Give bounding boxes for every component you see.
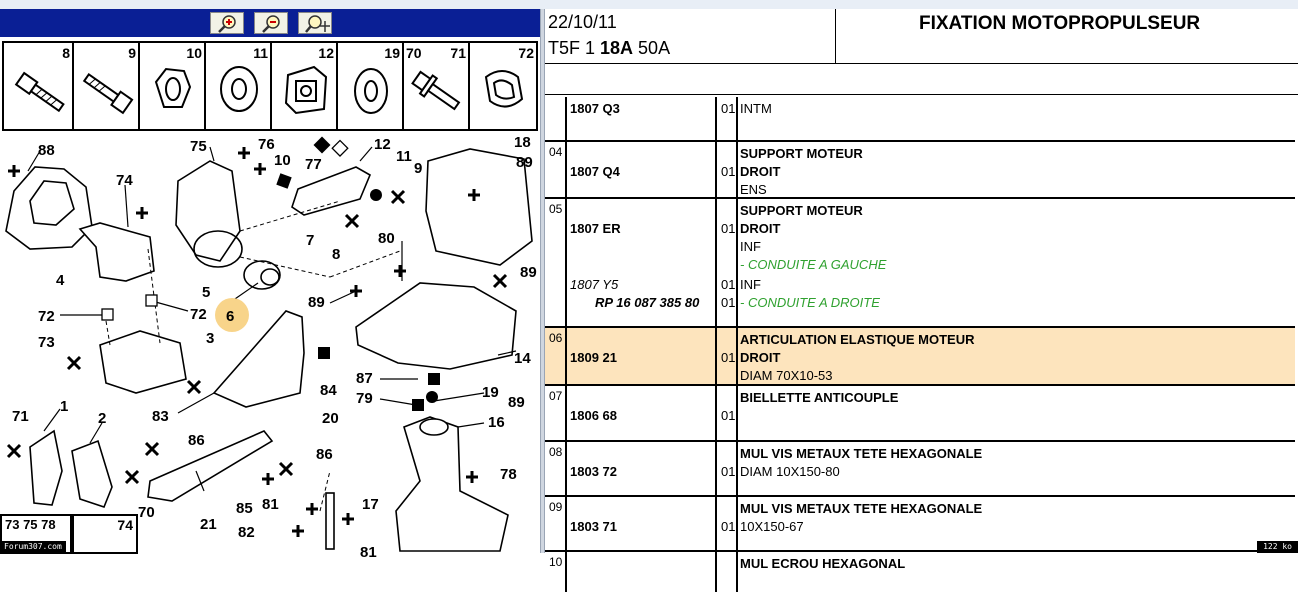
- part-reference[interactable]: 1803 71: [570, 519, 617, 534]
- table-row[interactable]: [545, 552, 1295, 592]
- part-number: 11: [253, 45, 268, 61]
- part-cell[interactable]: [206, 43, 272, 129]
- part-number: 74: [117, 517, 133, 533]
- svg-text:3: 3: [206, 330, 215, 347]
- svg-text:82: 82: [238, 524, 255, 541]
- svg-text:6: 6: [226, 308, 235, 325]
- part-number: 9: [128, 45, 136, 61]
- table-row[interactable]: [545, 442, 1295, 497]
- page-title: FIXATION MOTOPROPULSEUR: [919, 13, 1201, 34]
- alt-part-reference[interactable]: 1807 Y5: [570, 277, 619, 292]
- description-note: - CONDUITE A DROITE: [740, 295, 880, 310]
- svg-text:84: 84: [320, 382, 337, 399]
- svg-text:14: 14: [514, 350, 531, 367]
- part-reference[interactable]: 1807 ER: [570, 221, 621, 236]
- description-note: - CONDUITE A GAUCHE: [740, 257, 887, 272]
- part-reference[interactable]: 1806 68: [570, 408, 617, 423]
- svg-text:8: 8: [332, 246, 341, 263]
- part-cell[interactable]: [338, 43, 404, 129]
- row-number: 05: [545, 199, 567, 326]
- header-code: T5F 1 18A 50A: [548, 38, 671, 58]
- svg-text:71: 71: [12, 408, 29, 425]
- svg-text:72: 72: [38, 308, 55, 325]
- part-number: 73 75 78: [5, 517, 56, 532]
- svg-text:20: 20: [322, 410, 339, 427]
- svg-text:86: 86: [188, 432, 205, 449]
- support-75[interactable]: [176, 161, 240, 261]
- svg-text:89: 89: [516, 154, 533, 171]
- part-cell[interactable]: [272, 43, 338, 129]
- part-number: 10: [186, 45, 202, 61]
- long-bolt-17[interactable]: [326, 493, 334, 549]
- description-line: MUL VIS METAUX TETE HEXAGONALE: [740, 501, 983, 516]
- svg-text:81: 81: [262, 496, 279, 513]
- svg-text:77: 77: [305, 156, 322, 173]
- row-number: 09: [545, 497, 567, 550]
- bolt-icon: [6, 47, 72, 127]
- svg-text:72: 72: [190, 306, 207, 323]
- svg-text:12: 12: [374, 136, 391, 153]
- svg-text:1: 1: [60, 398, 69, 415]
- bushing-icon: [472, 47, 534, 127]
- part-cell[interactable]: [74, 43, 140, 129]
- part-number: 12: [318, 45, 334, 61]
- svg-text:74: 74: [116, 172, 133, 189]
- replacement-reference[interactable]: RP 16 087 385 80: [595, 295, 700, 310]
- quantity: 01: [721, 350, 736, 365]
- svg-text:86: 86: [316, 446, 333, 463]
- quantity: 01: [721, 519, 736, 534]
- header-divider: [835, 9, 836, 63]
- description-line: DROIT: [740, 221, 781, 236]
- part-reference[interactable]: 1807 Q3: [570, 101, 620, 116]
- diagram-panel: [0, 9, 540, 561]
- svg-text:4: 4: [56, 272, 65, 289]
- zoom-in-button[interactable]: [210, 12, 244, 34]
- support-80[interactable]: [356, 283, 516, 369]
- table-row[interactable]: [545, 142, 1295, 199]
- part-number: 70: [406, 45, 422, 61]
- part-number: 72: [518, 45, 534, 61]
- svg-text:83: 83: [152, 408, 169, 425]
- link-7[interactable]: [292, 167, 370, 215]
- part-cell[interactable]: [404, 43, 470, 129]
- svg-text:89: 89: [508, 394, 525, 411]
- quantity: 01: [721, 221, 736, 236]
- part-reference[interactable]: 1809 21: [570, 350, 617, 365]
- svg-text:11: 11: [396, 148, 412, 165]
- description-line: INTM: [740, 101, 772, 116]
- svg-text:19: 19: [482, 384, 499, 401]
- table-row-selected[interactable]: [545, 328, 1295, 386]
- zoom-out-button[interactable]: [254, 12, 288, 34]
- table-row[interactable]: [545, 386, 1295, 442]
- description-line: DROIT: [740, 164, 781, 179]
- quantity: 01: [721, 164, 736, 179]
- washer-icon: [340, 47, 402, 127]
- quantity: 01: [721, 295, 736, 310]
- description-line: INF: [740, 277, 761, 292]
- description-line: MUL VIS METAUX TETE HEXAGONALE: [740, 446, 983, 461]
- nut-icon: [142, 47, 204, 127]
- svg-text:80: 80: [378, 230, 395, 247]
- description-line: SUPPORT MOTEUR: [740, 146, 863, 161]
- mount-16[interactable]: [396, 417, 508, 551]
- table-row[interactable]: [545, 199, 1295, 328]
- bar-21[interactable]: [148, 431, 272, 501]
- svg-text:73: 73: [38, 334, 55, 351]
- part-reference[interactable]: 1803 72: [570, 464, 617, 479]
- row-number: 07: [545, 386, 567, 440]
- description-line: ENS: [740, 182, 767, 197]
- part-number: 71: [450, 45, 466, 61]
- file-size-indicator: 122 ko: [1257, 541, 1298, 553]
- bracket-2[interactable]: [72, 441, 112, 507]
- zoom-in-icon: [218, 15, 238, 33]
- part-cell[interactable]: [470, 43, 536, 129]
- row-number: 08: [545, 442, 567, 495]
- part-reference[interactable]: 1807 Q4: [570, 164, 620, 179]
- part-cell[interactable]: [4, 43, 74, 129]
- svg-text:88: 88: [38, 142, 55, 159]
- header-sub-row: [545, 64, 1298, 95]
- svg-text:89: 89: [520, 264, 537, 281]
- description-line: INF: [740, 239, 761, 254]
- bracket-1[interactable]: [30, 431, 62, 505]
- svg-text:16: 16: [488, 414, 505, 431]
- part-number: 19: [384, 45, 400, 61]
- part-cell[interactable]: [140, 43, 206, 129]
- svg-text:79: 79: [356, 390, 373, 407]
- svg-text:76: 76: [258, 136, 275, 153]
- parts-list-panel: [545, 9, 1298, 571]
- zoom-move-icon: [306, 15, 330, 33]
- description-line: 10X150-67: [740, 519, 804, 534]
- bracket-74[interactable]: [80, 223, 154, 281]
- svg-text:89: 89: [308, 294, 325, 311]
- quantity: 01: [721, 464, 736, 479]
- svg-text:10: 10: [274, 152, 291, 169]
- row-number: 04: [545, 142, 567, 197]
- svg-text:2: 2: [98, 410, 107, 427]
- description-line: MUL ECROU HEXAGONAL: [740, 556, 906, 571]
- table-row[interactable]: [545, 497, 1295, 552]
- svg-text:78: 78: [500, 466, 517, 483]
- quantity: 01: [721, 277, 736, 292]
- clip-nut-icon: [274, 47, 336, 127]
- svg-text:85: 85: [236, 500, 253, 517]
- svg-text:5: 5: [202, 284, 211, 301]
- table-row[interactable]: [545, 97, 1295, 142]
- description-line: DROIT: [740, 350, 781, 365]
- zoom-out-icon: [262, 15, 282, 33]
- description-line: DIAM 10X150-80: [740, 464, 840, 479]
- description-line: ARTICULATION ELASTIQUE MOTEUR: [740, 332, 975, 347]
- description-line: BIELLETTE ANTICOUPLE: [740, 390, 899, 405]
- zoom-toolbar: [0, 9, 540, 37]
- svg-text:9: 9: [414, 160, 423, 177]
- parts-strip: [2, 41, 538, 131]
- part-number: 8: [62, 45, 70, 61]
- description-line: DIAM 70X10-53: [740, 368, 833, 383]
- svg-text:81: 81: [360, 544, 377, 561]
- svg-text:18: 18: [514, 134, 531, 151]
- row-number: 06: [545, 328, 567, 384]
- description-line: SUPPORT MOTEUR: [740, 203, 863, 218]
- row-number: 10: [545, 552, 567, 592]
- washer-icon: [208, 47, 270, 127]
- header-date: 22/10/11: [548, 12, 617, 32]
- svg-text:7: 7: [306, 232, 315, 249]
- svg-text:87: 87: [356, 370, 373, 387]
- watermark-left: Forum307.com: [0, 541, 66, 553]
- bracket-3[interactable]: [100, 331, 186, 393]
- svg-text:75: 75: [190, 138, 207, 155]
- quantity: 01: [721, 101, 736, 116]
- list-header: [545, 9, 1298, 64]
- bolt-icon: [76, 47, 138, 127]
- quantity: 01: [721, 408, 736, 423]
- exploded-view-diagram: [0, 131, 540, 561]
- zoom-fit-button[interactable]: [298, 12, 332, 34]
- row-number: [545, 97, 567, 140]
- bottom-part-cell[interactable]: [72, 514, 138, 554]
- svg-text:70: 70: [138, 504, 155, 521]
- svg-text:17: 17: [362, 496, 379, 513]
- svg-text:21: 21: [200, 516, 217, 533]
- flange-bolt-icon: [406, 47, 468, 127]
